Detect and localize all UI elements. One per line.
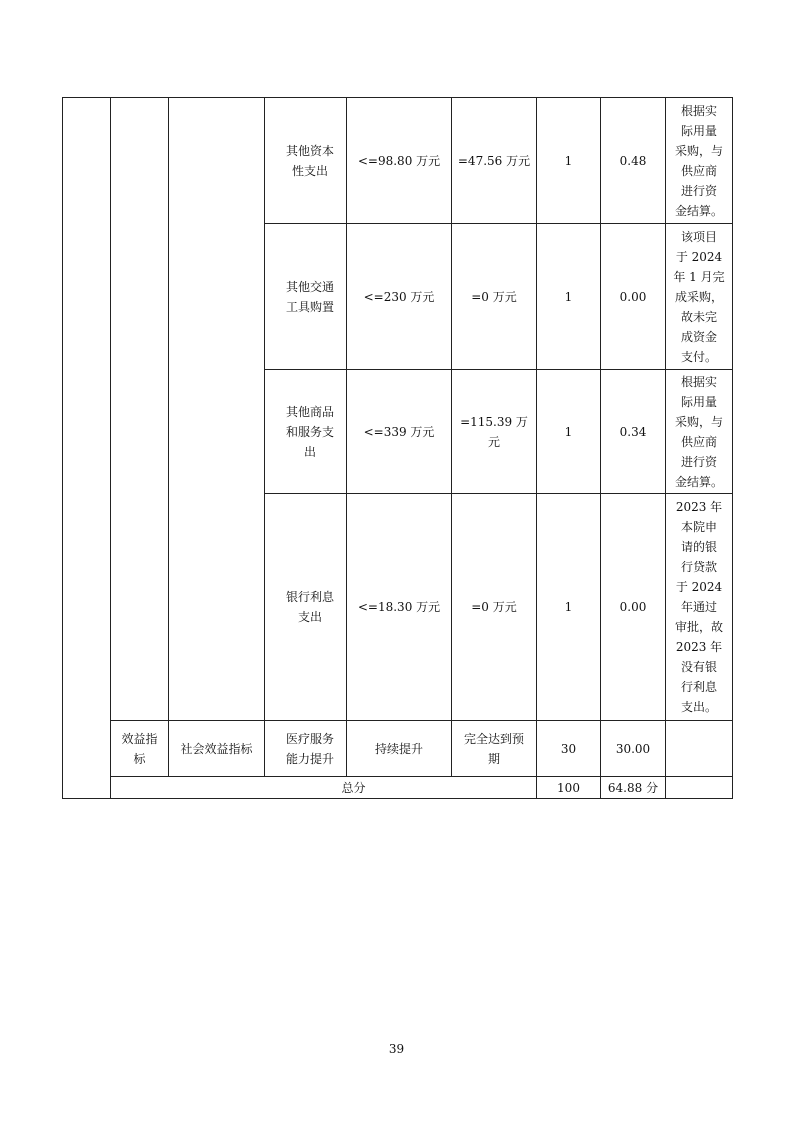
- target-value-text: 持续提升: [374, 741, 423, 756]
- actual-value-text: =0 万元: [471, 289, 517, 304]
- total-weight-text: 100: [557, 780, 580, 795]
- total-score: [601, 777, 666, 799]
- actual-value-text: 元: [487, 434, 500, 449]
- remark-text: 际用量: [680, 394, 717, 409]
- benefit-category: [111, 721, 169, 777]
- remark-text: 年通过: [680, 600, 717, 614]
- actual-value: [452, 224, 537, 370]
- total-label-text: 总分: [341, 780, 366, 795]
- score-value: [601, 224, 666, 370]
- remark-text: 年 1 月完: [673, 269, 725, 284]
- benefit-subcategory: [169, 721, 265, 777]
- remark: [666, 721, 733, 777]
- weight-value: [537, 224, 601, 370]
- target-value: [347, 494, 452, 721]
- weight-value: [537, 494, 601, 721]
- weight-value-text: 1: [564, 289, 573, 304]
- weight-value: [537, 98, 601, 224]
- weight-value-text: 1: [564, 153, 573, 168]
- benefit-category-text: 标: [133, 751, 146, 766]
- score-value: [601, 494, 666, 721]
- remark-text: 根据实: [680, 374, 717, 389]
- indicator-name-text: 性支出: [291, 163, 328, 178]
- remark-text: 本院申: [680, 520, 717, 534]
- page-number: 39: [388, 1042, 405, 1056]
- indicator-name-text: 医疗服务: [285, 731, 334, 746]
- indicator-name-text: 出: [303, 444, 316, 459]
- actual-value-text: =115.39 万: [460, 414, 528, 429]
- actual-value-text: 完全达到预: [463, 731, 524, 746]
- remark-text: 于 2024: [675, 249, 723, 264]
- remark: [666, 494, 733, 721]
- target-value: [347, 98, 452, 224]
- score-value: [601, 370, 666, 494]
- remark-text: 供应商: [680, 434, 717, 449]
- score-value-text: 0.48: [619, 153, 647, 168]
- remark-text: 行利息: [680, 680, 717, 694]
- indicator-name: [265, 721, 347, 777]
- score-value-text: 0.34: [619, 424, 647, 439]
- remark-text: 该项目: [680, 229, 717, 244]
- remark-text: 供应商: [680, 163, 717, 178]
- remark-text: 请的银: [680, 540, 717, 554]
- remark-text: 支出。: [680, 700, 717, 714]
- target-value: [347, 370, 452, 494]
- remark: [666, 370, 733, 494]
- score-value: [601, 98, 666, 224]
- indicator-name: [265, 224, 347, 370]
- total-score-text: 64.88 分: [607, 780, 659, 795]
- target-value: [347, 224, 452, 370]
- total-weight: [537, 777, 601, 799]
- indicator-name-text: 能力提升: [285, 751, 334, 766]
- table-row: [63, 98, 733, 224]
- actual-value: [452, 370, 537, 494]
- target-value-text: <=98.80 万元: [357, 153, 441, 168]
- performance-table: [62, 97, 733, 799]
- indicator-name-text: 银行利息: [285, 590, 334, 604]
- remark: [666, 98, 733, 224]
- remark-text: 采购，与: [674, 414, 723, 429]
- weight-value: [537, 370, 601, 494]
- total-remark: [666, 777, 733, 799]
- remark-text: 采购，与: [674, 143, 723, 158]
- remark-text: 进行资: [680, 183, 717, 198]
- remark-text: 行贷款: [680, 560, 717, 574]
- indicator-name-text: 工具购置: [285, 299, 334, 314]
- actual-value: [452, 721, 537, 777]
- remark-text: 支付。: [680, 349, 717, 364]
- remark-text: 没有银: [680, 660, 717, 674]
- indicator-name: [265, 494, 347, 721]
- remark-text: 成采购，: [674, 289, 723, 304]
- remark-text: 金结算。: [674, 203, 723, 218]
- remark-text: 2023 年: [675, 640, 723, 654]
- target-value: [347, 721, 452, 777]
- table-row: [63, 721, 733, 777]
- weight-value-text: 1: [564, 424, 573, 439]
- actual-value: [452, 494, 537, 721]
- weight-value-text: 1: [564, 600, 573, 614]
- score-value: [601, 721, 666, 777]
- indicator-name-text: 支出: [297, 610, 322, 624]
- target-value-text: <=339 万元: [363, 424, 435, 439]
- weight-value: [537, 721, 601, 777]
- target-value-text: <=230 万元: [363, 289, 435, 304]
- remark: [666, 224, 733, 370]
- total-label: [111, 777, 537, 799]
- remark-text: 进行资: [680, 454, 717, 469]
- score-value-text: 30.00: [615, 741, 651, 756]
- col-level3-blank: [169, 98, 265, 721]
- indicator-name: [265, 98, 347, 224]
- benefit-subcategory-text: 社会效益指标: [180, 741, 253, 756]
- indicator-name-text: 其他资本: [285, 143, 334, 158]
- remark-text: 成资金: [680, 329, 717, 344]
- remark-text: 金结算。: [674, 474, 723, 489]
- actual-value-text: =0 万元: [471, 600, 517, 614]
- indicator-name-text: 其他商品: [285, 404, 334, 419]
- weight-value-text: 30: [560, 741, 577, 756]
- score-value-text: 0.00: [619, 600, 647, 614]
- actual-value-text: =47.56 万元: [457, 153, 531, 168]
- indicator-name: [265, 370, 347, 494]
- benefit-category-text: 效益指: [121, 731, 158, 746]
- remark-text: 故未完: [680, 309, 717, 324]
- col-level1-blank: [63, 98, 111, 799]
- remark-text: 际用量: [680, 123, 717, 138]
- indicator-name-text: 其他交通: [285, 279, 334, 294]
- remark-text: 2023 年: [675, 500, 723, 514]
- col-level2-blank: [111, 98, 169, 721]
- total-row: [63, 777, 733, 799]
- actual-value: [452, 98, 537, 224]
- remark-text: 于 2024: [675, 580, 723, 594]
- actual-value-text: 期: [487, 751, 500, 766]
- remark-text: 审批，故: [674, 620, 723, 634]
- score-value-text: 0.00: [619, 289, 647, 304]
- remark-text: 根据实: [680, 103, 717, 118]
- indicator-name-text: 和服务支: [285, 424, 334, 439]
- target-value-text: <=18.30 万元: [357, 600, 441, 614]
